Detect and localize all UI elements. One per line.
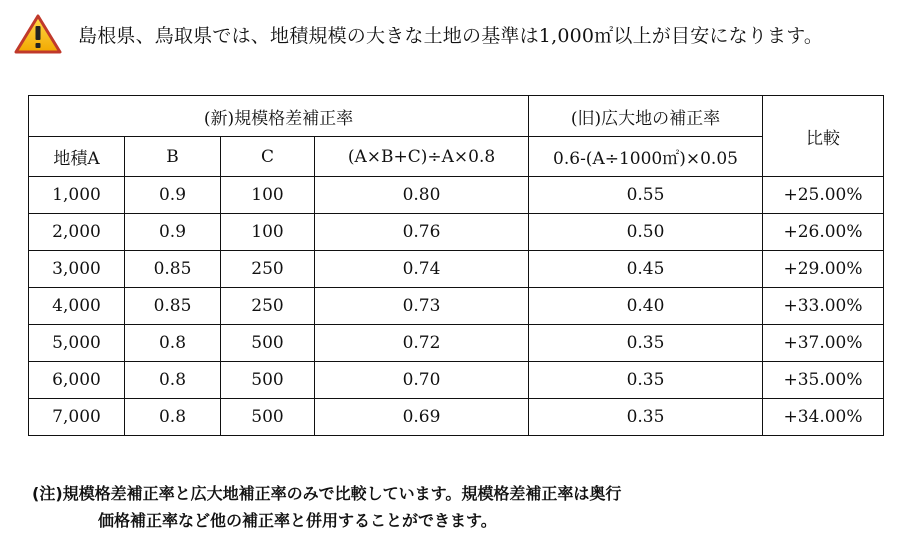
area-cell: 5,000 — [29, 325, 125, 362]
b-cell: 0.9 — [125, 177, 221, 214]
table-row — [29, 288, 884, 325]
b-cell: 0.8 — [125, 362, 221, 399]
area-header: 地積A — [29, 137, 125, 177]
c-cell: 500 — [221, 362, 315, 399]
old-rate-cell: 0.35 — [529, 362, 763, 399]
table-row — [29, 251, 884, 288]
rate-comparison-table — [28, 95, 884, 436]
old-rate-cell: 0.55 — [529, 177, 763, 214]
c-cell: 100 — [221, 177, 315, 214]
warning-icon — [14, 14, 62, 54]
group-header-row — [29, 96, 884, 137]
area-cell: 1,000 — [29, 177, 125, 214]
table-row — [29, 362, 884, 399]
comparison-cell: +33.00% — [763, 288, 884, 325]
new-rate-cell: 0.74 — [315, 251, 529, 288]
c-cell: 500 — [221, 399, 315, 436]
footnote-line-1: (注)規模格差補正率と広大地補正率のみで比較しています。規模格差補正率は奥行 — [32, 484, 622, 503]
comparison-cell: +29.00% — [763, 251, 884, 288]
c-header: C — [221, 137, 315, 177]
area-cell: 3,000 — [29, 251, 125, 288]
comparison-cell: +37.00% — [763, 325, 884, 362]
new-formula-header: (A×B+C)÷A×0.8 — [315, 137, 529, 177]
c-cell: 100 — [221, 214, 315, 251]
old-rate-cell: 0.40 — [529, 288, 763, 325]
b-cell: 0.8 — [125, 399, 221, 436]
notice-text: 島根県、鳥取県では、地積規模の大きな土地の基準は1,000㎡以上が目安になります。 — [78, 24, 824, 47]
comparison-header: 比較 — [763, 96, 884, 177]
comparison-cell: +26.00% — [763, 214, 884, 251]
new-rate-cell: 0.76 — [315, 214, 529, 251]
comparison-cell: +35.00% — [763, 362, 884, 399]
c-cell: 250 — [221, 251, 315, 288]
table-row — [29, 177, 884, 214]
new-rate-cell: 0.72 — [315, 325, 529, 362]
area-cell: 4,000 — [29, 288, 125, 325]
old-rate-cell: 0.35 — [529, 325, 763, 362]
comparison-cell: +25.00% — [763, 177, 884, 214]
comparison-cell: +34.00% — [763, 399, 884, 436]
area-cell: 7,000 — [29, 399, 125, 436]
old-rate-cell: 0.35 — [529, 399, 763, 436]
old-rate-cell: 0.50 — [529, 214, 763, 251]
b-header: B — [125, 137, 221, 177]
table-row — [29, 325, 884, 362]
new-rate-cell: 0.70 — [315, 362, 529, 399]
b-cell: 0.85 — [125, 251, 221, 288]
old-rate-header: (旧)広大地の補正率 — [529, 96, 763, 137]
table-row — [29, 214, 884, 251]
c-cell: 250 — [221, 288, 315, 325]
footnote-line-2: 価格補正率など他の補正率と併用することができます。 — [98, 511, 497, 530]
old-formula-header: 0.6-(A÷1000㎡)×0.05 — [529, 137, 763, 177]
column-header-row — [29, 137, 884, 177]
area-cell: 2,000 — [29, 214, 125, 251]
new-rate-header: (新)規模格差補正率 — [29, 96, 529, 137]
area-cell: 6,000 — [29, 362, 125, 399]
table-row — [29, 399, 884, 436]
b-cell: 0.9 — [125, 214, 221, 251]
b-cell: 0.85 — [125, 288, 221, 325]
c-cell: 500 — [221, 325, 315, 362]
new-rate-cell: 0.80 — [315, 177, 529, 214]
b-cell: 0.8 — [125, 325, 221, 362]
old-rate-cell: 0.45 — [529, 251, 763, 288]
notice-banner — [14, 12, 823, 56]
new-rate-cell: 0.73 — [315, 288, 529, 325]
new-rate-cell: 0.69 — [315, 399, 529, 436]
footnote — [32, 480, 621, 534]
